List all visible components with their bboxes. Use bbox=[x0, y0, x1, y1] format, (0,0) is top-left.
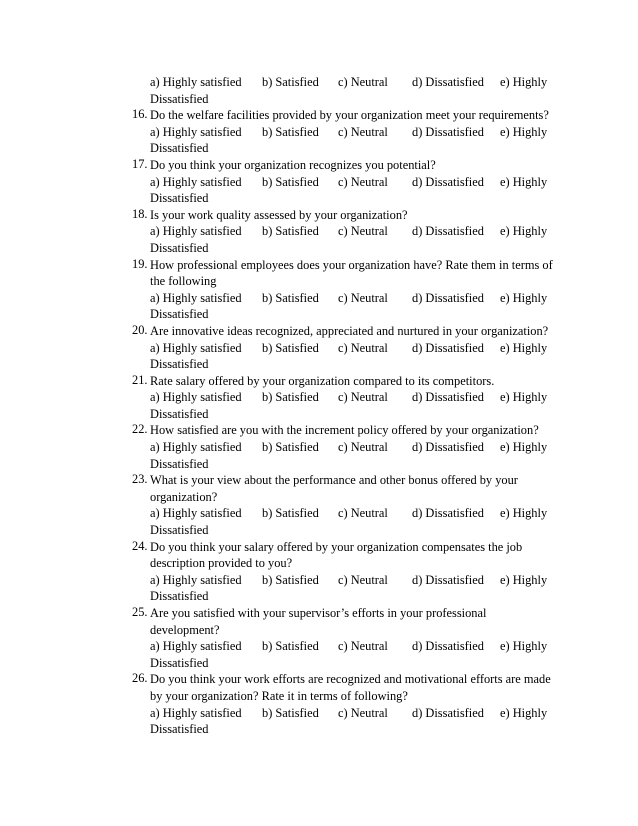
option-highly-satisfied: a) Highly satisfied bbox=[150, 705, 242, 720]
option-satisfied: b) Satisfied bbox=[262, 705, 319, 720]
option-dissatisfied: d) Dissatisfied bbox=[412, 290, 484, 305]
question-number: 26. bbox=[132, 671, 148, 686]
option-satisfied: b) Satisfied bbox=[262, 174, 319, 189]
options-row bbox=[150, 223, 572, 240]
option-satisfied: b) Satisfied bbox=[262, 340, 319, 355]
option-highly-satisfied: a) Highly satisfied bbox=[150, 572, 242, 587]
option-dissatisfied: d) Dissatisfied bbox=[412, 75, 484, 89]
option-highly-dissatisfied: e) Highly bbox=[500, 506, 548, 521]
question-15-continued bbox=[132, 74, 572, 107]
option-highly-satisfied: a) Highly satisfied bbox=[150, 174, 242, 189]
question-number: 23. bbox=[132, 472, 148, 487]
option-neutral: c) Neutral bbox=[338, 290, 388, 305]
option-highly-satisfied: a) Highly satisfied bbox=[150, 639, 242, 654]
options-row bbox=[150, 389, 572, 406]
option-highly-satisfied: a) Highly satisfied bbox=[150, 340, 242, 355]
option-continuation: Dissatisfied bbox=[150, 406, 209, 421]
option-dissatisfied: d) Dissatisfied bbox=[412, 506, 484, 521]
question-item bbox=[132, 422, 572, 472]
option-continuation: Dissatisfied bbox=[150, 357, 209, 372]
questionnaire bbox=[132, 74, 572, 738]
option-continuation: Dissatisfied bbox=[150, 523, 209, 538]
question-body bbox=[150, 539, 572, 605]
question-list bbox=[132, 107, 572, 738]
question-text: How satisfied are you with the increment policy offered by your organization? bbox=[150, 423, 539, 438]
question-item bbox=[132, 323, 572, 373]
option-neutral: c) Neutral bbox=[338, 572, 388, 587]
option-highly-dissatisfied: e) Highly bbox=[500, 572, 548, 587]
option-dissatisfied: d) Dissatisfied bbox=[412, 705, 484, 720]
option-dissatisfied: d) Dissatisfied bbox=[412, 572, 484, 587]
option-dissatisfied: d) Dissatisfied bbox=[412, 174, 484, 189]
option-satisfied: b) Satisfied bbox=[262, 224, 319, 239]
question-item bbox=[132, 671, 572, 737]
question-item bbox=[132, 373, 572, 423]
option-highly-satisfied: a) Highly satisfied bbox=[150, 224, 242, 239]
option-satisfied: b) Satisfied bbox=[262, 124, 319, 139]
options-row bbox=[150, 572, 572, 589]
option-highly-dissatisfied: e) Highly bbox=[500, 340, 548, 355]
options-row bbox=[150, 290, 572, 307]
option-satisfied: b) Satisfied bbox=[262, 290, 319, 305]
option-continuation: Dissatisfied bbox=[150, 589, 209, 604]
option-highly-dissatisfied: e) Highly bbox=[500, 639, 548, 654]
question-number: 21. bbox=[132, 372, 148, 387]
option-continuation: Dissatisfied bbox=[150, 191, 209, 206]
question-text: How professional employees does your organization have? Rate them in terms of bbox=[150, 257, 553, 272]
option-continuation: Dissatisfied bbox=[150, 240, 209, 255]
options-row bbox=[150, 638, 572, 655]
option-satisfied: b) Satisfied bbox=[262, 639, 319, 654]
options-row bbox=[150, 74, 572, 91]
question-body bbox=[150, 373, 572, 423]
option-neutral: c) Neutral bbox=[338, 75, 388, 89]
question-body bbox=[150, 422, 572, 472]
options-row bbox=[150, 439, 572, 456]
option-dissatisfied: d) Dissatisfied bbox=[412, 224, 484, 239]
option-continuation: Dissatisfied bbox=[150, 307, 209, 322]
question-text: Are innovative ideas recognized, appreciated and nurtured in your organization? bbox=[150, 323, 549, 338]
question-text: Is your work quality assessed by your organization? bbox=[150, 207, 408, 222]
option-continuation: Dissatisfied bbox=[150, 141, 209, 156]
option-satisfied: b) Satisfied bbox=[262, 572, 319, 587]
question-text: What is your view about the performance and other bonus offered by your bbox=[150, 473, 518, 488]
question-body bbox=[150, 671, 572, 737]
option-dissatisfied: d) Dissatisfied bbox=[412, 390, 484, 405]
question-text: Are you satisfied with your supervisor’s efforts in your professional bbox=[150, 606, 487, 620]
options-row bbox=[150, 505, 572, 522]
question-item bbox=[132, 539, 572, 605]
option-continuation: Dissatisfied bbox=[150, 91, 209, 106]
option-highly-dissatisfied: e) Highly bbox=[500, 390, 548, 405]
question-item bbox=[132, 472, 572, 538]
question-number: 18. bbox=[132, 206, 148, 221]
option-satisfied: b) Satisfied bbox=[262, 506, 319, 521]
question-text: Do you think your organization recognizes you potential? bbox=[150, 157, 436, 172]
question-body bbox=[150, 107, 572, 157]
option-highly-dissatisfied: e) Highly bbox=[500, 174, 548, 189]
option-highly-dissatisfied: e) Highly bbox=[500, 124, 548, 139]
option-neutral: c) Neutral bbox=[338, 705, 388, 720]
question-number: 22. bbox=[132, 422, 148, 437]
options-row bbox=[150, 174, 572, 191]
option-highly-dissatisfied: e) Highly bbox=[500, 75, 548, 89]
option-neutral: c) Neutral bbox=[338, 124, 388, 139]
option-highly-dissatisfied: e) Highly bbox=[500, 440, 548, 455]
question-text: organization? bbox=[150, 489, 218, 504]
option-dissatisfied: d) Dissatisfied bbox=[412, 639, 484, 654]
question-body bbox=[150, 257, 572, 323]
option-neutral: c) Neutral bbox=[338, 224, 388, 239]
option-dissatisfied: d) Dissatisfied bbox=[412, 440, 484, 455]
options-row bbox=[150, 340, 572, 357]
question-item bbox=[132, 157, 572, 207]
option-dissatisfied: d) Dissatisfied bbox=[412, 340, 484, 355]
option-highly-satisfied: a) Highly satisfied bbox=[150, 290, 242, 305]
question-item bbox=[132, 207, 572, 257]
question-text: development? bbox=[150, 622, 220, 637]
options-row bbox=[150, 705, 572, 722]
option-satisfied: b) Satisfied bbox=[262, 390, 319, 405]
option-dissatisfied: d) Dissatisfied bbox=[412, 124, 484, 139]
question-text: Do you think your salary offered by your organization compensates the job bbox=[150, 539, 523, 554]
question-text: description provided to you? bbox=[150, 556, 293, 571]
question-text: the following bbox=[150, 274, 217, 289]
question-body bbox=[150, 323, 572, 373]
options-row bbox=[150, 124, 572, 141]
question-number: 16. bbox=[132, 107, 148, 122]
question-number: 19. bbox=[132, 256, 148, 271]
question-body bbox=[150, 157, 572, 207]
option-continuation: Dissatisfied bbox=[150, 456, 209, 471]
question-text: Do the welfare facilities provided by your organization meet your requirements? bbox=[150, 108, 549, 123]
option-satisfied: b) Satisfied bbox=[262, 75, 319, 89]
option-highly-satisfied: a) Highly satisfied bbox=[150, 75, 242, 89]
question-text: Do you think your work efforts are recognized and motivational efforts are made bbox=[150, 672, 551, 687]
option-highly-satisfied: a) Highly satisfied bbox=[150, 506, 242, 521]
option-highly-dissatisfied: e) Highly bbox=[500, 224, 548, 239]
option-neutral: c) Neutral bbox=[338, 390, 388, 405]
option-satisfied: b) Satisfied bbox=[262, 440, 319, 455]
option-continuation: Dissatisfied bbox=[150, 722, 209, 737]
option-highly-dissatisfied: e) Highly bbox=[500, 705, 548, 720]
question-body bbox=[150, 207, 572, 257]
question-text: by your organization? Rate it in terms of following? bbox=[150, 688, 408, 703]
option-neutral: c) Neutral bbox=[338, 340, 388, 355]
question-item bbox=[132, 257, 572, 323]
option-continuation: Dissatisfied bbox=[150, 655, 209, 670]
question-number: 17. bbox=[132, 156, 148, 171]
question-text: Rate salary offered by your organization compared to its competitors. bbox=[150, 373, 495, 388]
option-highly-satisfied: a) Highly satisfied bbox=[150, 390, 242, 405]
question-number: 25. bbox=[132, 605, 148, 619]
option-neutral: c) Neutral bbox=[338, 506, 388, 521]
option-neutral: c) Neutral bbox=[338, 639, 388, 654]
question-item bbox=[132, 107, 572, 157]
option-highly-satisfied: a) Highly satisfied bbox=[150, 124, 242, 139]
option-neutral: c) Neutral bbox=[338, 174, 388, 189]
question-body bbox=[150, 472, 572, 538]
question-body bbox=[150, 605, 572, 671]
question-number: 24. bbox=[132, 538, 148, 553]
option-highly-satisfied: a) Highly satisfied bbox=[150, 440, 242, 455]
question-number: 20. bbox=[132, 322, 148, 337]
option-neutral: c) Neutral bbox=[338, 440, 388, 455]
option-highly-dissatisfied: e) Highly bbox=[500, 290, 548, 305]
question-item bbox=[132, 605, 572, 671]
